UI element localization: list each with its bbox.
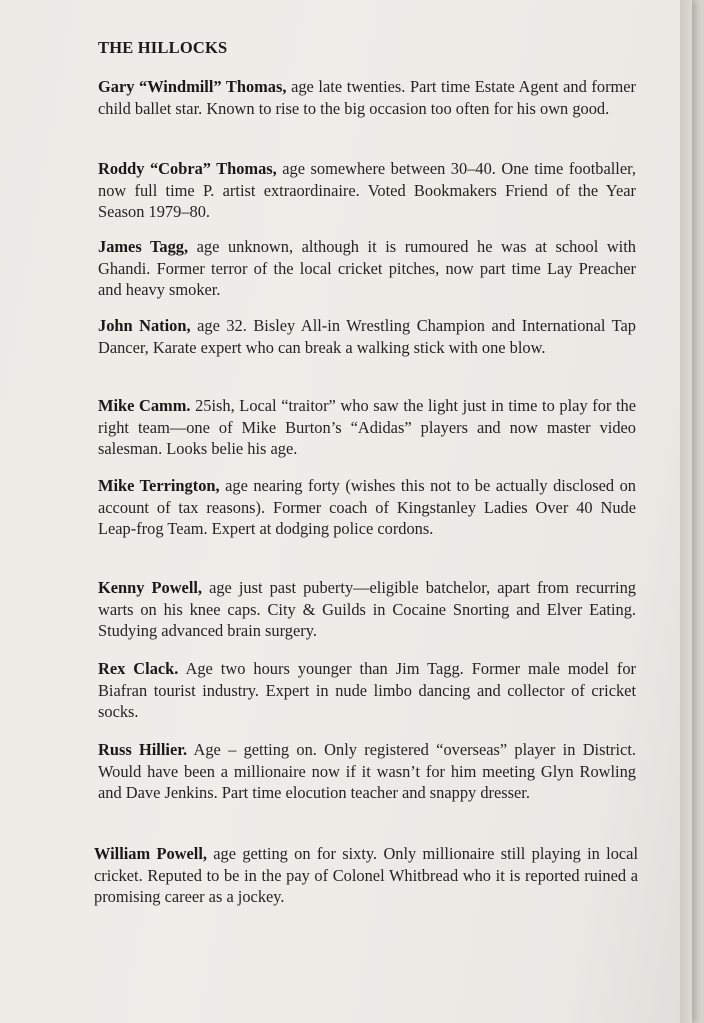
player-entry [98,236,636,301]
player-description: age unknown, although it is rumoured he was at school with Ghandi. Former terror of the local cricket pitches, now part time Lay Preacher and heavy smoker. [98,237,636,300]
player-description: age nearing forty (wishes this not to be actually disclosed on account of tax reasons). Former coach of Kingstanley Ladies Over 40 Nude Leap-frog Team. Expert at dodging police cordons. [98,476,636,539]
player-entry [98,315,636,358]
player-name: Mike Terrington, [98,476,220,495]
page-title: THE HILLOCKS [98,38,228,57]
player-name: William Powell, [94,844,207,863]
page-edge [680,0,692,1023]
player-entry [98,658,636,723]
player-name: Kenny Powell, [98,578,203,597]
player-name: Mike Camm. [98,396,191,415]
player-name: Gary “Windmill” Thomas, [98,77,287,96]
player-entry [98,395,636,460]
player-description: 25ish, Local “traitor” who saw the light just in time to play for the right team—one of Mike Burton’s “Adidas” players and now master video salesman. Looks belie his age. [98,396,636,459]
player-name: John Nation, [98,316,191,335]
player-entry [98,475,636,540]
player-name: Russ Hillier. [98,740,188,759]
player-entry [98,158,636,223]
player-description: age somewhere between 30–40. One time footballer, now full time P. artist extraordinaire. Voted Bookmakers Friend of the Year Season 1979–80. [98,159,636,222]
player-entry [98,739,636,804]
player-name: Rex Clack. [98,659,179,678]
player-description: Age two hours younger than Jim Tagg. Former male model for Biafran tourist industry. Expert in nude limbo dancing and collector of cricket socks. [98,659,636,722]
player-description: Age – getting on. Only registered “overseas” player in District. Would have been a millionaire now if it wasn’t for him meeting Glyn Rowling and Dave Jenkins. Part time elocution teacher and snappy dresser. [98,740,636,803]
player-entry [98,76,636,119]
player-description: age 32. Bisley All-in Wrestling Champion and International Tap Dancer, Karate expert who can break a walking stick with one blow. [98,316,636,357]
player-description: age just past puberty—eligible batchelor, apart from recurring warts on his knee caps. City & Guilds in Cocaine Snorting and Elver Eating. Studying advanced brain surgery. [98,578,636,641]
player-entry [98,577,636,642]
player-description: age late twenties. Part time Estate Agent and former child ballet star. Known to rise to the big occasion too often for his own good. [98,77,637,118]
player-name: James Tagg, [98,237,189,256]
player-name: Roddy “Cobra” Thomas, [98,159,277,178]
player-entry [94,843,638,908]
player-description: age getting on for sixty. Only millionaire still playing in local cricket. Reputed to be in the pay of Colonel Whitbread who it is reported ruined a promising career as a jockey. [94,844,639,907]
